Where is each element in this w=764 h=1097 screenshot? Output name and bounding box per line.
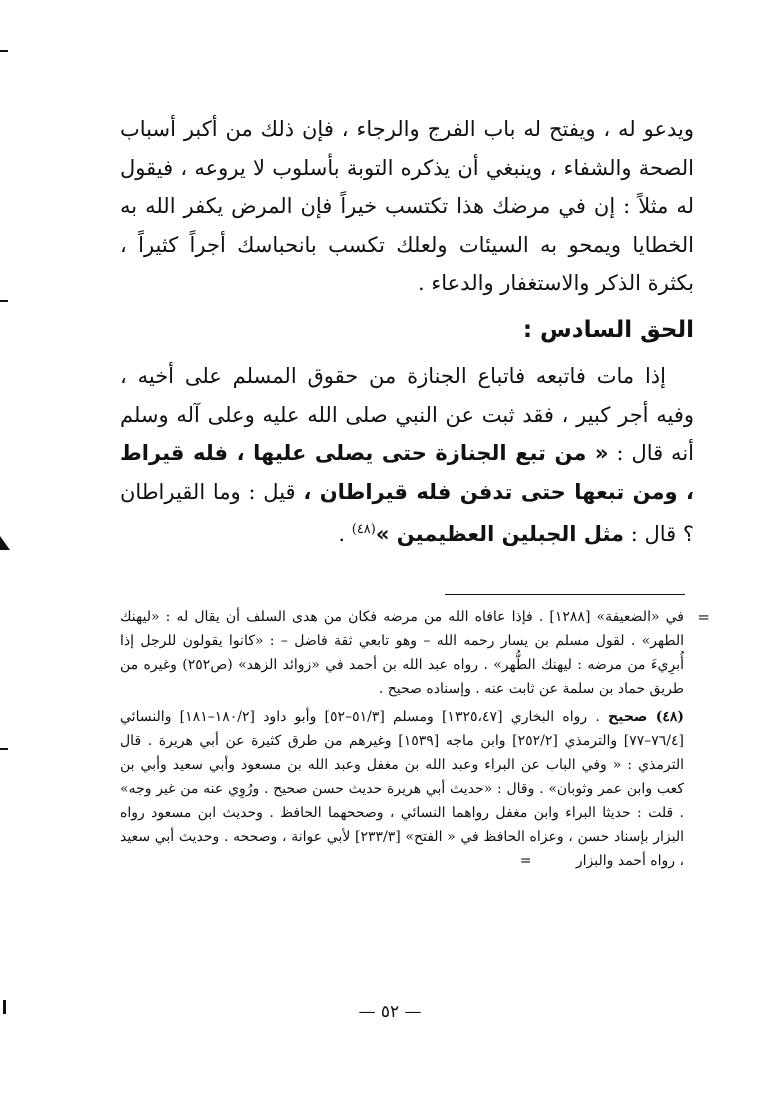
edge-mark	[0, 536, 10, 550]
hadith-question: قيل : وما القيراطان ؟ قال :	[120, 479, 694, 546]
footnote-number: (٤٨)	[655, 709, 684, 725]
hadith-quote-end: مثل الجبلين العظيمين »	[375, 522, 625, 546]
footnotes	[120, 605, 710, 877]
footnote-grade: صحيح	[608, 709, 648, 725]
continuation-marker: =	[697, 608, 710, 626]
edge-mark	[0, 748, 8, 750]
footnote-48-text: . رواه البخاري [١٣٢٥،٤٧] ومسلم [٥١/٣–٥٢] وأبو داود [١٨٠/٢–١٨١] والنسائي [٧٦/٤–٧٧] والترمذي [٢٥٢/٢] وابن ماجه [١٥٣٩] وغيرهم من طرق كثيرة عن أبي هريرة . قال الترمذي : « وفي الباب عن البراء وعبد الله بن مغفل وعبد الله بن مسعود وأبي سعيد وأبي بن كعب وابن عمر وثوبان» . وقال : «حديث أبي هريرة حديث حسن صحيح . ورُوِي عنه من غير وجه» . قلت : حديثا البراء وابن مغفل رواهما النسائي ، وصححهما الحافظ . وحديث ابن مسعود رواه البزار بإسناد حسن ، وعزاه الحافظ في « الفتح» [٢٣٣/٣] لأبي عوانة ، وصححه . وحديث أبي سعيد ، رواه أحمد والبزار	[120, 709, 685, 869]
paragraph-visiting-sick: ويدعو له ، ويفتح له باب الفرج والرجاء ، فإن ذلك من أكبر أسباب الصحة والشفاء ، وينبغي أن يذكره التوبة بأسلوب لا يروعه ، فيقول له مثلاً : إن في مرضك هذا تكتسب خيراً فإن المرض يكفر الله به الخطايا ويمحو به السيئات ولعلك تكسب بانحباسك أجراً كثيراً ، بكثرة الذكر والاستغفار والدعاء .	[120, 117, 694, 295]
page-number: — ٥٢ —	[358, 1002, 422, 1022]
footnote-ref: (٤٨)	[351, 522, 376, 537]
edge-mark	[3, 1000, 6, 1014]
footnote-continued	[120, 605, 710, 701]
funeral-intro: إذا مات فاتبعه فاتباع الجنازة من حقوق المسلم على أخيه ، وفيه أجر كبير ، فقد ثبت عن النبي صلى الله عليه وعلى آله وسلم أنه قال :	[120, 364, 694, 465]
footnote-continued-text: في «الضعيفة» [١٢٨٨] . فإذا عافاه الله من مرضه فكان من هدى السلف أن يقال له : «ليهنك الطهر» . لقول مسلم بن يسار رحمه الله – وهو تابعي ثقة فاضل – : «كانوا يقولون للرجل إذا أُبرِيءَ من مرضه : ليهنك الطُّهر» . رواه عبد الله بن أحمد في «زوائد الزهد» (ص٢٥٢) وغيره من طريق حماد بن سلمة عن ثابت عنه . وإسناده صحيح .	[120, 609, 684, 697]
sentence-end: .	[338, 522, 352, 546]
hadith-quote-start: « من تبع الجنازة حتى يصلى عليها ، فله قيراط ، ومن تبعها حتى تدفن فله قيراطان ،	[120, 441, 694, 504]
footnote-48	[120, 705, 684, 873]
edge-mark	[0, 50, 8, 52]
edge-mark	[0, 300, 8, 302]
paragraph-funeral	[120, 357, 694, 554]
section-heading: الحق السادس :	[522, 316, 694, 343]
main-text	[120, 110, 694, 554]
continuation-marker-end: =	[519, 853, 532, 869]
footnote-separator	[445, 594, 685, 595]
